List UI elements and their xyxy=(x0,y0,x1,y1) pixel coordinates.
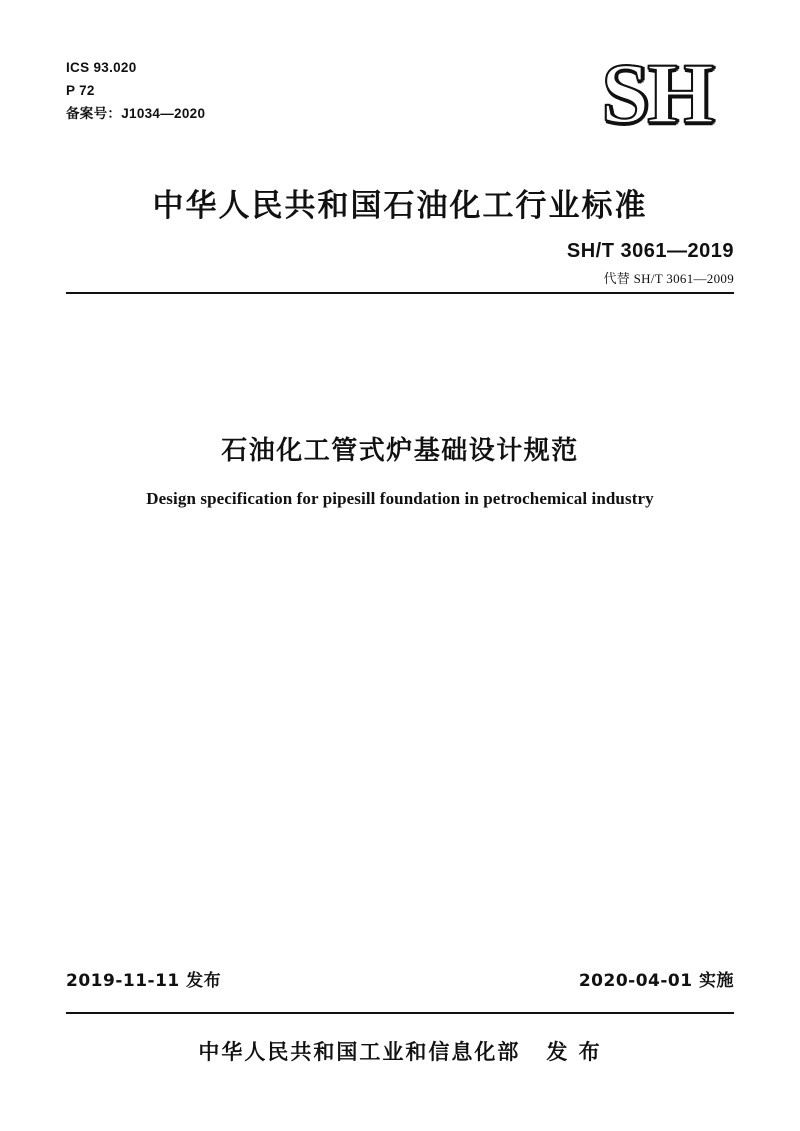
standard-number-block xyxy=(567,240,734,287)
publisher-verb: 发 布 xyxy=(546,1040,602,1064)
ics-code: ICS 93.020 xyxy=(66,60,137,75)
page-title: 中华人民共和国石油化工行业标准 xyxy=(152,188,648,224)
publisher-name: 中华人民共和国工业和信息化部 xyxy=(198,1040,521,1064)
classification-codes xyxy=(66,56,205,126)
category-code: P 72 xyxy=(66,83,95,99)
document-title-english: Design specification for pipesill foundation in petrochemical industry xyxy=(146,489,654,508)
standard-replaces: 代替 SH/T 3061—2009 xyxy=(603,271,734,286)
sh-logo-icon: SH xyxy=(601,45,712,141)
effective-date: 2020-04-01 实施 xyxy=(578,971,734,991)
document-title-chinese: 石油化工管式炉基础设计规范 xyxy=(221,436,579,466)
dates-row xyxy=(66,966,734,991)
divider-bottom xyxy=(66,1012,734,1014)
record-number: 备案号：J1034—2020 xyxy=(66,106,206,122)
publisher-line xyxy=(0,1036,800,1066)
divider-top xyxy=(66,292,734,294)
issue-date: 2019-11-11 发布 xyxy=(66,971,222,991)
cover-header xyxy=(66,45,734,141)
standard-number: SH/T 3061—2019 xyxy=(566,240,734,262)
